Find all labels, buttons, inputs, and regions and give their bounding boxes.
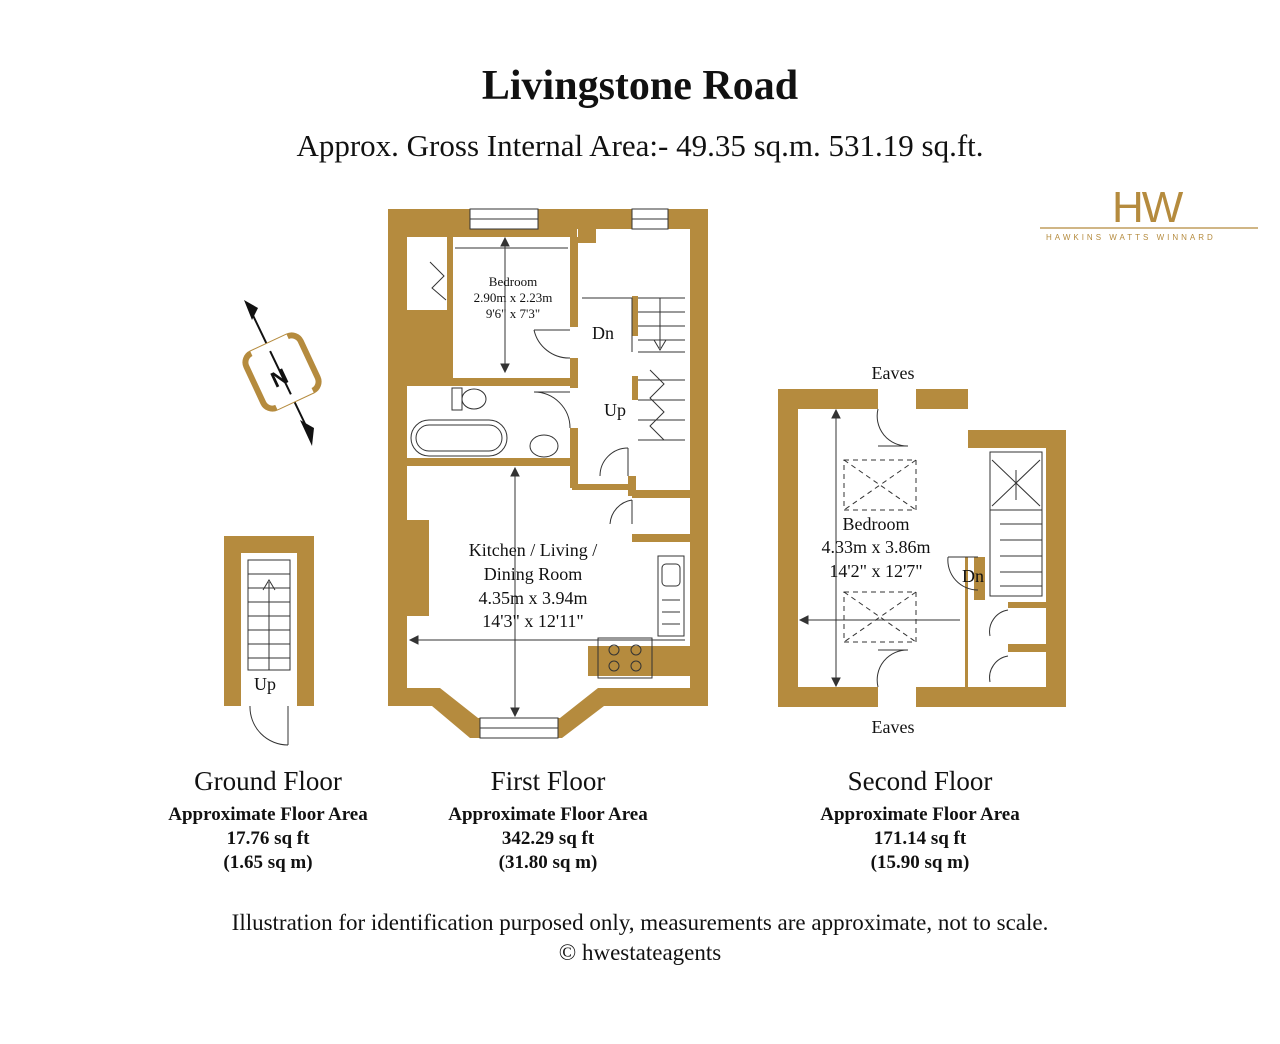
compass-icon [241,300,322,446]
floor-area-sqft: 171.14 sq ft [873,828,967,849]
compass-letter: N [266,363,292,393]
second-bedroom-imperial: 14'2" x 12'7" [829,561,923,581]
kitchen-metric: 4.35m x 3.94m [478,588,588,608]
eaves-bottom-label: Eaves [871,717,915,737]
floor-area-sqft: 342.29 sq ft [501,828,595,849]
first-bedroom-name: Bedroom [488,274,538,289]
logo-initials: HW [1112,183,1182,232]
floor-area-sqm: (15.90 sq m) [870,852,970,873]
copyright-text: © hwestateagents [558,940,722,965]
first-dn-label: Dn [592,323,614,343]
floor-area-sqm: (31.80 sq m) [498,852,598,873]
footer [0,908,1280,968]
second-floor-caption [800,766,1040,875]
ground-floor-plan [224,536,314,745]
kitchen-imperial: 14'3" x 12'11" [482,611,584,631]
second-bedroom-metric: 4.33m x 3.86m [821,537,931,557]
first-floor-caption [428,766,668,875]
first-floor-plan [388,209,708,738]
logo-company-name: HAWKINS WATTS WINNARD [1046,233,1216,242]
floor-area-sqft: 17.76 sq ft [226,828,310,849]
floor-area-label: Approximate Floor Area [820,804,1020,825]
first-bedroom-imperial: 9'6" x 7'3" [485,306,541,321]
floor-area-label: Approximate Floor Area [448,804,648,825]
disclaimer-text: Illustration for identification purposed only, measurements are approximate, not to scale. [231,910,1049,935]
gross-internal-area: Approx. Gross Internal Area:- 49.35 sq.m. 531.19 sq.ft. [296,128,984,163]
kitchen-name-line2: Dining Room [483,564,583,584]
first-bedroom-metric: 2.90m x 2.23m [473,290,553,305]
floor-area-label: Approximate Floor Area [168,804,368,825]
eaves-top-label: Eaves [871,363,915,383]
page-title: Livingstone Road [481,63,799,109]
ground-up-label: Up [254,674,276,694]
second-bedroom-name: Bedroom [842,514,910,534]
company-logo [1040,183,1258,242]
kitchen-name-line1: Kitchen / Living / [468,540,598,560]
floor-area-sqm: (1.65 sq m) [223,852,313,873]
second-dn-label: Dn [962,566,984,586]
second-floor-plan [778,363,1066,737]
first-up-label: Up [604,400,626,420]
floor-name: First Floor [490,766,606,796]
ground-floor-caption [148,766,388,875]
floor-name: Ground Floor [194,766,342,796]
floor-name: Second Floor [847,766,993,796]
